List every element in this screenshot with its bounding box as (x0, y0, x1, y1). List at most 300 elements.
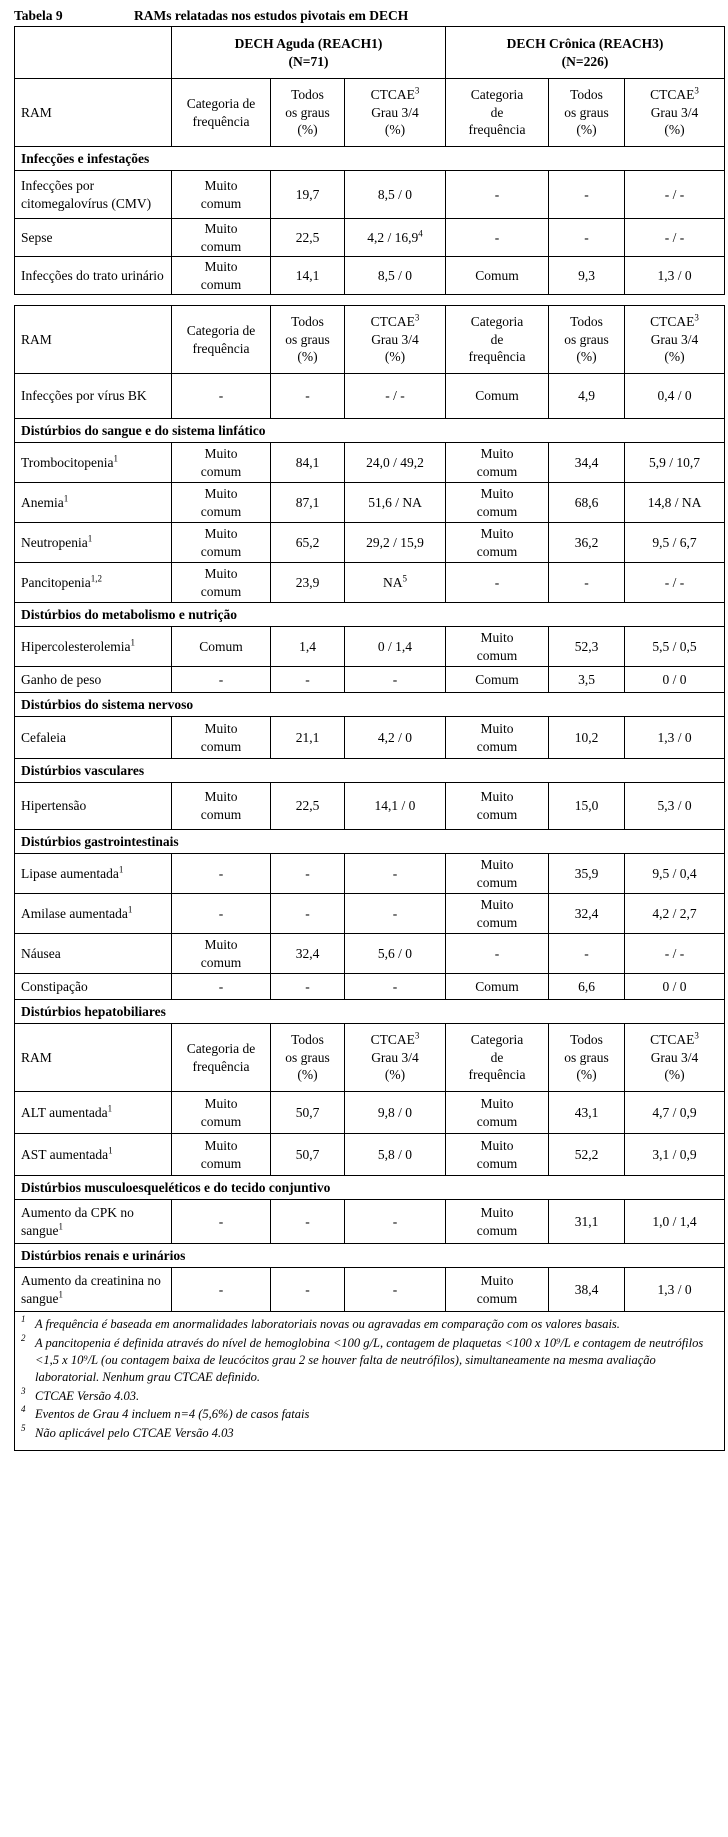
chronic-all-grades: 34,4 (549, 443, 625, 483)
reaction-name (15, 171, 172, 219)
reaction-name-text: Infecções por citomegalovírus (CMV) (21, 177, 152, 211)
acute-all-grades: 14,1 (271, 257, 345, 295)
acute-frequency (172, 443, 271, 483)
reaction-name-text-superscript: 1 (63, 493, 69, 504)
acute-grade-3-4-text: 5,8 / 0 (377, 1146, 413, 1162)
acute-all-grades: 23,9 (271, 563, 345, 603)
header-frequency-category-line: frequência (468, 349, 526, 365)
reaction-name (15, 974, 172, 1000)
section-title: Distúrbios do sistema nervoso (15, 693, 725, 717)
chronic-all-grades: 38,4 (549, 1268, 625, 1312)
table-row (15, 1268, 725, 1312)
chronic-grade-3-4-text: 5,9 / 10,7 (649, 454, 701, 470)
header-frequency-category-line: frequência (468, 1067, 526, 1083)
acute-frequency (172, 627, 271, 667)
acute-frequency-line: Comum (199, 638, 243, 654)
section-row (15, 1000, 725, 1024)
chronic-frequency (446, 894, 549, 934)
adverse-reactions-table (14, 26, 725, 1451)
acute-grade-3-4-text-superscript: 5 (402, 573, 407, 584)
acute-grade-3-4-text: - (392, 978, 398, 994)
chronic-frequency-line: - (494, 186, 500, 202)
reaction-name-text-superscript: 1 (130, 637, 135, 648)
chronic-grade-3-4 (625, 894, 725, 934)
reaction-name (15, 717, 172, 759)
reaction-name (15, 627, 172, 667)
acute-grade-3-4 (345, 1200, 446, 1244)
chronic-all-grades: 10,2 (549, 717, 625, 759)
chronic-frequency (446, 523, 549, 563)
footnote-mark: 4 (21, 1404, 26, 1415)
chronic-all-grades: 32,4 (549, 894, 625, 934)
acute-grade-3-4-text: - / - (385, 388, 405, 404)
chronic-grade-3-4 (625, 854, 725, 894)
table-row (15, 523, 725, 563)
acute-frequency (172, 934, 271, 974)
chronic-frequency-line: Muito (480, 1272, 514, 1288)
chronic-grade-3-4 (625, 667, 725, 693)
acute-all-grades: 1,4 (271, 627, 345, 667)
acute-frequency-line: Muito (204, 220, 238, 236)
acute-frequency-line: Muito (204, 525, 238, 541)
reaction-name-text-superscript: 1 (118, 864, 124, 875)
chronic-frequency (446, 374, 549, 419)
header-frequency-category: Categoria de frequência (172, 306, 271, 374)
reaction-name-text: Pancitopenia (21, 574, 91, 590)
chronic-frequency-line: comum (476, 503, 518, 519)
chronic-grade-3-4-text: 4,2 / 2,7 (652, 905, 697, 921)
reaction-name (15, 483, 172, 523)
chronic-grade-3-4 (625, 374, 725, 419)
acute-frequency-line: comum (200, 738, 242, 754)
section-row (15, 1176, 725, 1200)
reaction-name-text-superscript: 1 (87, 533, 93, 544)
header-all-grades (271, 1024, 345, 1092)
acute-frequency-line: Muito (204, 1137, 238, 1153)
chronic-grade-3-4 (625, 219, 725, 257)
header-ctcae-line: CTCAE (370, 87, 415, 103)
footnote-text: Eventos de Grau 4 incluem n=4 (5,6%) de casos fatais (35, 1407, 310, 1422)
section-title: Distúrbios gastrointestinais (15, 830, 725, 854)
footnote (21, 1406, 718, 1423)
chronic-frequency-line: comum (476, 1290, 518, 1306)
acute-grade-3-4 (345, 1134, 446, 1176)
acute-frequency (172, 523, 271, 563)
reaction-name-text: Infecções do trato urinário (21, 267, 164, 283)
reaction-name (15, 374, 172, 419)
table-gap (15, 295, 725, 306)
chronic-frequency-line: comum (476, 914, 518, 930)
header-all-grades-line: os graus (285, 1049, 330, 1065)
section-title: Distúrbios hepatobiliares (15, 1000, 725, 1024)
chronic-frequency-line: Comum (475, 671, 519, 687)
section-title: Distúrbios do metabolismo e nutrição (15, 603, 725, 627)
acute-frequency-line: - (218, 865, 224, 881)
reaction-name-text: Hipercolesterolemia (21, 638, 131, 654)
header-frequency-category-line: Categoria (470, 1032, 524, 1048)
reaction-name-text-superscript: 1,2 (90, 573, 102, 584)
header-ctcae-line: (%) (664, 1067, 685, 1083)
chronic-grade-3-4-text: 9,5 / 6,7 (652, 534, 697, 550)
reaction-name (15, 934, 172, 974)
header-frequency-category-line: de (490, 331, 504, 347)
header-ctcae-superscript: 3 (694, 312, 699, 323)
section-row (15, 603, 725, 627)
footnote-text: CTCAE Versão 4.03. (35, 1388, 140, 1403)
reaction-name (15, 894, 172, 934)
group-header-blank (15, 27, 172, 79)
chronic-grade-3-4-text: 1,3 / 0 (657, 729, 692, 745)
acute-grade-3-4 (345, 483, 446, 523)
acute-frequency (172, 483, 271, 523)
reaction-name-text: Amilase aumentada (21, 905, 128, 921)
chronic-all-grades: - (549, 171, 625, 219)
acute-all-grades: 21,1 (271, 717, 345, 759)
acute-grade-3-4-text: 14,1 / 0 (374, 798, 416, 814)
header-ram: RAM (15, 79, 172, 147)
chronic-grade-3-4 (625, 257, 725, 295)
group-chronic: DECH Crônica (REACH3) (N=226) (446, 27, 725, 79)
acute-frequency (172, 717, 271, 759)
reaction-name-text-superscript: 1 (58, 1289, 63, 1299)
header-ram: RAM (15, 1024, 172, 1092)
reaction-name (15, 1268, 172, 1312)
section-row (15, 419, 725, 443)
chronic-frequency-line: comum (476, 463, 518, 479)
chronic-grade-3-4 (625, 934, 725, 974)
header-frequency-category: Categoria de frequência (172, 1024, 271, 1092)
header-ctcae-superscript: 3 (694, 85, 699, 96)
chronic-grade-3-4 (625, 627, 725, 667)
reaction-name-text-superscript: 1 (108, 1145, 113, 1156)
chronic-frequency-line: comum (476, 874, 518, 890)
acute-frequency (172, 219, 271, 257)
acute-grade-3-4-text: - (392, 865, 398, 881)
acute-frequency (172, 667, 271, 693)
table-row (15, 974, 725, 1000)
chronic-frequency-line: Muito (480, 896, 514, 912)
chronic-frequency-line: comum (476, 807, 518, 822)
reaction-name-text: Náusea (21, 945, 61, 961)
footnote (21, 1332, 718, 1386)
chronic-all-grades: 52,2 (549, 1134, 625, 1176)
acute-grade-3-4 (345, 219, 446, 257)
header-ctcae-line: (%) (664, 122, 685, 138)
chronic-frequency-line: comum (476, 543, 518, 559)
chronic-frequency (446, 171, 549, 219)
chronic-frequency-line: Muito (480, 1095, 514, 1111)
chronic-all-grades: - (549, 934, 625, 974)
acute-frequency-line: - (218, 905, 224, 921)
header-frequency-category-line: de (490, 1049, 504, 1065)
chronic-grade-3-4-text: 0 / 0 (662, 671, 687, 687)
header-ctcae (625, 306, 725, 374)
chronic-frequency-line: comum (476, 1155, 518, 1171)
header-ctcae-line: Grau 3/4 (650, 1049, 699, 1065)
table-row (15, 374, 725, 419)
table-row (15, 934, 725, 974)
header-frequency-category-line: frequência (468, 122, 526, 138)
reaction-name (15, 257, 172, 295)
chronic-all-grades: 31,1 (549, 1200, 625, 1244)
section-title: Distúrbios vasculares (15, 759, 725, 783)
chronic-all-grades: 3,5 (549, 667, 625, 693)
footnote-text: A pancitopenia é definida através do nível de hemoglobina <100 g/L, contagem de plaquetas <100 x 10⁹/L e contagem de neutrófilos <1,5 x 10⁹/L (ou contagem baixa de leucócitos grau 2 se houver falta de neutrófilos), simultaneamente na mesma avaliação laboratorial. Nenhum grau CTCAE definido. (35, 1335, 704, 1384)
header-ctcae (625, 79, 725, 147)
acute-frequency-line: Muito (204, 720, 238, 736)
acute-frequency (172, 171, 271, 219)
chronic-frequency (446, 257, 549, 295)
acute-grade-3-4 (345, 1268, 446, 1312)
header-ctcae (345, 1024, 446, 1092)
table-caption (14, 8, 408, 24)
acute-grade-3-4 (345, 1092, 446, 1134)
chronic-frequency (446, 219, 549, 257)
chronic-grade-3-4 (625, 1134, 725, 1176)
chronic-grade-3-4-text: 5,3 / 0 (657, 798, 692, 814)
reaction-name-text: Aumento da creatinina no sangue (21, 1272, 161, 1306)
acute-frequency-line: comum (200, 463, 242, 479)
table-row (15, 1200, 725, 1244)
chronic-grade-3-4-text: - / - (664, 229, 685, 245)
header-ctcae-line: CTCAE (370, 314, 415, 330)
chronic-all-grades: 68,6 (549, 483, 625, 523)
acute-frequency-line: - (218, 671, 224, 687)
header-all-grades-line: Todos (291, 1032, 324, 1048)
acute-frequency-line: comum (200, 503, 242, 519)
header-ctcae (345, 306, 446, 374)
reaction-name (15, 1200, 172, 1244)
header-ctcae (625, 1024, 725, 1092)
header-frequency-category (446, 1024, 549, 1092)
table-row (15, 717, 725, 759)
header-frequency-category-line: Categoria (470, 314, 524, 330)
acute-grade-3-4 (345, 667, 446, 693)
chronic-frequency-line: Muito (480, 525, 514, 541)
acute-all-grades: 19,7 (271, 171, 345, 219)
header-frequency-category (446, 306, 549, 374)
acute-grade-3-4-text: 8,5 / 0 (377, 267, 413, 283)
acute-frequency-line: comum (200, 807, 242, 822)
chronic-grade-3-4-text: 0,4 / 0 (657, 388, 692, 404)
acute-grade-3-4 (345, 783, 446, 830)
acute-frequency-line: Muito (204, 485, 238, 501)
chronic-frequency-line: Muito (480, 789, 514, 805)
reaction-name-text: Anemia (21, 494, 64, 510)
acute-frequency-line: comum (200, 954, 242, 970)
header-ctcae-line: Grau 3/4 (650, 331, 699, 347)
acute-frequency-line: comum (200, 1113, 242, 1129)
chronic-frequency-line: - (494, 945, 500, 961)
acute-frequency-line: Muito (204, 936, 238, 952)
header-ctcae-line: (%) (384, 122, 406, 138)
acute-frequency-line: Muito (204, 445, 238, 461)
chronic-frequency (446, 974, 549, 1000)
header-all-grades-line: (%) (576, 122, 597, 138)
chronic-frequency (446, 483, 549, 523)
header-all-grades (549, 79, 625, 147)
chronic-grade-3-4 (625, 483, 725, 523)
header-ctcae-line: Grau 3/4 (371, 331, 419, 347)
chronic-grade-3-4-text: 1,0 / 1,4 (652, 1213, 697, 1229)
chronic-frequency-line: Muito (480, 856, 514, 872)
reaction-name (15, 783, 172, 830)
chronic-frequency-line: - (494, 229, 500, 245)
header-ctcae-line: (%) (384, 349, 406, 365)
table-row (15, 257, 725, 295)
column-header-row (15, 79, 725, 147)
header-all-grades (271, 79, 345, 147)
acute-all-grades: - (271, 667, 345, 693)
header-ctcae-line: CTCAE (650, 314, 695, 330)
chronic-all-grades: 35,9 (549, 854, 625, 894)
header-ctcae-line: Grau 3/4 (650, 104, 699, 120)
acute-frequency-line: - (218, 978, 224, 994)
table-row (15, 783, 725, 830)
table-row (15, 171, 725, 219)
header-all-grades (549, 306, 625, 374)
table-row (15, 667, 725, 693)
reaction-name-text: Neutropenia (21, 534, 88, 550)
header-all-grades-line: os graus (564, 1049, 609, 1065)
header-ctcae-superscript: 3 (694, 1030, 699, 1041)
chronic-frequency (446, 934, 549, 974)
table-row (15, 1134, 725, 1176)
header-ctcae-line: (%) (384, 1067, 406, 1083)
header-frequency-category-line: de (490, 104, 504, 120)
chronic-grade-3-4-text: 9,5 / 0,4 (652, 865, 697, 881)
footnote-mark: 5 (21, 1423, 26, 1434)
chronic-frequency-line: Muito (480, 720, 514, 736)
acute-all-grades: 22,5 (271, 219, 345, 257)
reaction-name (15, 667, 172, 693)
acute-grade-3-4-text: - (392, 1281, 398, 1297)
acute-frequency-line: comum (200, 238, 242, 254)
acute-grade-3-4-text: 9,8 / 0 (377, 1104, 413, 1120)
chronic-grade-3-4-text: 5,5 / 0,5 (652, 638, 697, 654)
footnote (21, 1425, 718, 1442)
acute-all-grades: 87,1 (271, 483, 345, 523)
chronic-frequency (446, 1200, 549, 1244)
acute-all-grades: 32,4 (271, 934, 345, 974)
acute-frequency-line: comum (200, 276, 242, 292)
chronic-frequency-line: Muito (480, 1137, 514, 1153)
section-title: Distúrbios renais e urinários (15, 1244, 725, 1268)
reaction-name-text: Trombocitopenia (21, 454, 114, 470)
chronic-grade-3-4-text: 0 / 0 (662, 978, 687, 994)
acute-frequency-line: Muito (204, 258, 238, 274)
chronic-frequency (446, 563, 549, 603)
header-all-grades-line: (%) (576, 349, 597, 365)
acute-frequency (172, 854, 271, 894)
header-ctcae (345, 79, 446, 147)
header-frequency-category-line: Categoria (470, 87, 524, 103)
chronic-all-grades: 6,6 (549, 974, 625, 1000)
chronic-frequency-line: Muito (480, 629, 514, 645)
section-title: Distúrbios musculoesqueléticos e do tecido conjuntivo (15, 1176, 725, 1200)
acute-frequency-line: - (218, 1213, 224, 1229)
chronic-frequency-line: comum (476, 1113, 518, 1129)
acute-frequency-line: comum (200, 543, 242, 559)
acute-grade-3-4-text: 51,6 / NA (368, 494, 422, 510)
table-title: RAMs relatadas nos estudos pivotais em DECH (134, 8, 409, 23)
chronic-grade-3-4 (625, 563, 725, 603)
header-all-grades-line: os graus (285, 104, 330, 120)
header-ctcae-line: CTCAE (650, 87, 695, 103)
chronic-all-grades: 52,3 (549, 627, 625, 667)
chronic-all-grades: 4,9 (549, 374, 625, 419)
footnote-text: A frequência é baseada em anormalidades laboratoriais novas ou agravadas em comparação com os valores basais. (35, 1317, 620, 1331)
header-all-grades-line: (%) (297, 349, 318, 365)
acute-grade-3-4-text: - (392, 905, 398, 921)
column-header-row (15, 306, 725, 374)
chronic-grade-3-4-text: 14,8 / NA (647, 494, 702, 510)
table-row (15, 219, 725, 257)
chronic-grade-3-4-text: - / - (664, 945, 685, 961)
acute-grade-3-4-text: 4,2 / 0 (377, 729, 413, 745)
table-row (15, 483, 725, 523)
acute-grade-3-4 (345, 257, 446, 295)
chronic-all-grades: - (549, 563, 625, 603)
acute-frequency-line: comum (200, 195, 242, 211)
reaction-name-text: ALT aumentada (21, 1104, 108, 1120)
acute-all-grades: - (271, 1268, 345, 1312)
acute-frequency (172, 374, 271, 419)
section-title: Distúrbios do sangue e do sistema linfático (15, 419, 725, 443)
reaction-name-text: Lipase aumentada (21, 865, 119, 881)
chronic-grade-3-4-text: 3,1 / 0,9 (652, 1146, 697, 1162)
reaction-name (15, 854, 172, 894)
acute-grade-3-4 (345, 627, 446, 667)
header-all-grades-line: (%) (297, 1067, 318, 1083)
chronic-all-grades: 9,3 (549, 257, 625, 295)
chronic-grade-3-4-text: - / - (664, 186, 685, 202)
reaction-name-text: Constipação (21, 978, 88, 994)
acute-grade-3-4-text: - (392, 1213, 398, 1229)
acute-frequency (172, 1134, 271, 1176)
acute-grade-3-4-text: 8,5 / 0 (377, 186, 413, 202)
acute-grade-3-4-text: - (392, 671, 398, 687)
header-ctcae-line: Grau 3/4 (371, 104, 419, 120)
group-acute: DECH Aguda (REACH1) (N=71) (172, 27, 446, 79)
acute-frequency-line: comum (200, 583, 242, 599)
acute-grade-3-4 (345, 563, 446, 603)
chronic-frequency-line: Comum (475, 388, 519, 404)
header-ctcae-superscript: 3 (414, 312, 420, 323)
header-ram: RAM (15, 306, 172, 374)
chronic-frequency (446, 1268, 549, 1312)
reaction-name-text: Infecções por vírus BK (21, 388, 147, 404)
acute-grade-3-4-text: 24,0 / 49,2 (366, 454, 424, 470)
footnote-mark: 2 (21, 1332, 26, 1343)
acute-all-grades: 65,2 (271, 523, 345, 563)
chronic-frequency (446, 854, 549, 894)
table-gap-cell (15, 295, 725, 306)
chronic-frequency-line: comum (476, 647, 518, 663)
reaction-name (15, 563, 172, 603)
chronic-grade-3-4 (625, 783, 725, 830)
table-row (15, 1092, 725, 1134)
reaction-name-text-superscript: 1 (58, 1221, 63, 1231)
reaction-name-text: Sepse (21, 229, 53, 245)
acute-all-grades: 50,7 (271, 1134, 345, 1176)
section-row (15, 759, 725, 783)
acute-frequency-line: - (218, 1281, 224, 1297)
chronic-grade-3-4 (625, 171, 725, 219)
header-ctcae-line: (%) (664, 349, 685, 365)
chronic-grade-3-4-text: - / - (664, 574, 685, 590)
acute-frequency-line: Muito (204, 1095, 238, 1111)
